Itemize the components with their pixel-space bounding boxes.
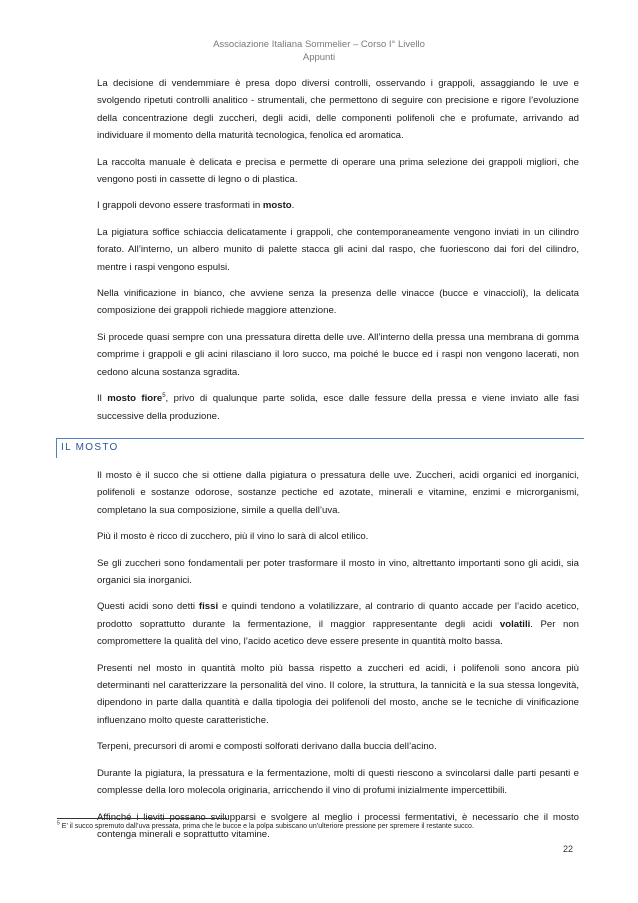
page-header [0, 38, 638, 64]
page-number: 22 [563, 844, 574, 854]
text-span: e quindi tendono a volatilizzare, al contrario di quanto accade per l’acido acetico, prodotto soprattutto durante la fermentazione, il maggior rappresentante degli acidi [97, 601, 579, 630]
paragraph: Se gli zuccheri sono fondamentali per poter trasformare il mosto in vino, altrettanto importanti sono gli acidi, sia organici sia inorganici. [97, 557, 579, 587]
text-span: Questi acidi sono detti [97, 601, 199, 613]
winemaking-text [97, 75, 579, 434]
section-title: IL MOSTO [61, 442, 119, 453]
footnote-divider [57, 818, 227, 819]
paragraph: Si procede quasi sempre con una pressatura diretta delle uve. All’interno della pressa una membrana di gomma comprime i grappoli e gli acini rilasciano il loro succo, ma poiché le bucce ed i raspi non vengono lacerati, non cedono alcuna sostanza sgradita. [97, 331, 579, 378]
text-span: . [291, 200, 295, 212]
paragraph: Affinché i lieviti possano svilupparsi e svolgere al meglio i processi fermentativi, è necessario che il mosto contenga minerali e soprattutto vitamine. [97, 811, 579, 840]
paragraph [97, 390, 579, 425]
paragraph: Terpeni, precursori di aromi e composti solforati derivano dalla buccia dell’acino. [97, 741, 437, 753]
paragraph: Il mosto è il succo che si ottiene dalla pigiatura o pressatura delle uve. Zuccheri, acidi organici ed inorganici, polifenoli e sostanze odorose, sostanze pectiche ed azotate, minerali e vitamine, enzimi e microrganismi, completano la sua composizione, simile a quella dell’uva. [97, 470, 579, 516]
bold-term: mosto fiore [107, 393, 163, 405]
mosto-text [97, 467, 579, 852]
header-subtitle: Appunti [302, 52, 336, 63]
footnote-ref: 5 [162, 392, 166, 399]
text-span: . Per non compromettere la qualità del vino, l’acido acetico deve essere presente in quantità molto bassa. [97, 618, 579, 648]
paragraph [97, 197, 579, 214]
paragraph: Durante la pigiatura, la pressatura e la fermentazione, molti di questi riescono a svincolarsi dalle parti pesanti e complesse della loro molecola originaria, arricchendo il vino di profumi inizialmente impercettibili. [97, 767, 579, 797]
footnote-number: 5 [57, 820, 60, 827]
header-course-title: Associazione Italiana Sommelier – Corso I° Livello [213, 39, 425, 50]
paragraph: Più il mosto è ricco di zucchero, più il vino lo sarà di alcol etilico. [97, 531, 369, 543]
paragraph: La decisione di vendemmiare è presa dopo diversi controlli, osservando i grappoli, assaggiando le uve e svolgendo ripetuti controlli analitico - strumentali, che permettono di seguire con precisione e rigore l’evoluzione della concentrazione degli zuccheri, degli acidi, delle componenti polifenoli che e profumate, arrivando ad individuare il momento della maturità tecnologica, fenolica ed aromatica. [97, 78, 579, 142]
bold-term: fissi [198, 601, 219, 613]
text-span: Il [97, 393, 108, 405]
bold-term: volatili [499, 618, 531, 630]
footnote-text: E’ il succo spremuto dall’uva pressata, prima che le bucce e la polpa subiscano un’ulteriore pressione per spremere il restante succo. [59, 823, 474, 830]
footnote [57, 822, 597, 832]
bold-term: mosto [262, 200, 292, 212]
paragraph: Nella vinificazione in bianco, che avviene senza la presenza delle vinacce (bucce e vinaccioli), la delicata composizione dei grappoli richiede maggiore attenzione. [97, 288, 579, 317]
text-span: I grappoli devono essere trasformati in [97, 200, 263, 212]
text-span: , privo di qualunque parte solida, esce dalle fessure della pressa e viene inviato alle fasi successive della produzione. [97, 393, 579, 422]
paragraph: La raccolta manuale è delicata e precisa e permette di operare una prima selezione dei grappoli migliori, che vengono posti in cassette di legno o di plastica. [97, 156, 579, 186]
paragraph: Presenti nel mosto in quantità molto più bassa rispetto a zuccheri ed acidi, i polifenoli sono ancora più determinanti nel caratterizzare la personalità del vino. Il colore, la struttura, la tannicità e la sua stessa longevità, dipendono in parte dalla quantità e dalla tipologia dei polifenoli del mosto, anche se le tecniche di vinificazione influenzano molto queste caratteristiche. [97, 662, 579, 726]
paragraph [97, 598, 579, 650]
paragraph: La pigiatura soffice schiaccia delicatamente i grappoli, che contemporaneamente vengono inviati in un cilindro forato. All’interno, un albero munito di palette stacca gli acini dal raspo, che fuoriescono dai fori del cilindro, mentre i raspi vengono espulsi. [97, 226, 579, 273]
section-heading [56, 438, 584, 458]
